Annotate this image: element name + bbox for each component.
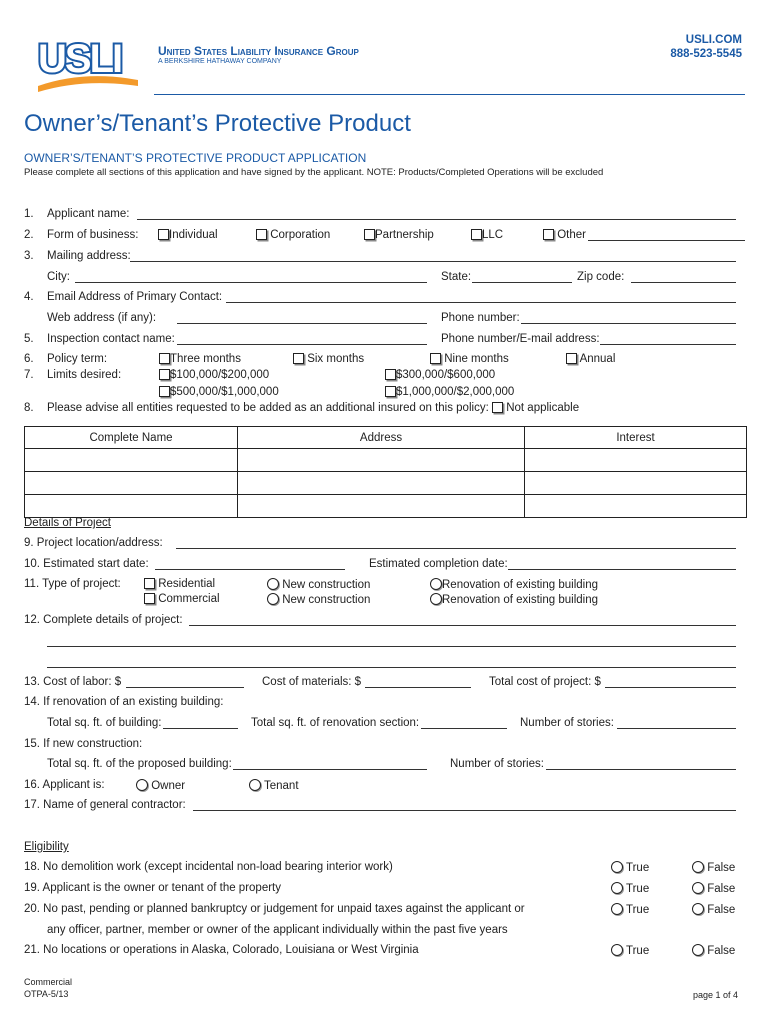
applicant-tenant[interactable]	[249, 779, 299, 792]
additional-insured-table	[24, 426, 747, 518]
option-label: False	[707, 883, 736, 895]
zip-label: Zip code:	[577, 271, 625, 283]
phone-field[interactable]	[521, 323, 736, 324]
table-cell[interactable]	[25, 495, 238, 518]
q21-true[interactable]	[611, 944, 649, 957]
project-details-field[interactable]	[47, 667, 736, 668]
company-subtitle: A BERKSHIRE HATHAWAY COMPANY	[158, 58, 282, 65]
limit-500k[interactable]	[159, 386, 279, 398]
radio-button[interactable]	[692, 861, 704, 873]
q8-number: 8.	[24, 402, 34, 414]
option-label: Renovation of existing building	[442, 579, 598, 591]
commercial-renovation[interactable]	[430, 593, 598, 606]
residential-new-construction[interactable]	[267, 578, 370, 591]
form-subtitle: OWNER’S/TENANT’S PROTECTIVE PRODUCT APPLICATION	[24, 151, 367, 165]
state-label: State:	[441, 271, 472, 283]
option-label: $300,000/$600,000	[396, 369, 496, 381]
option-label: Annual	[579, 353, 616, 365]
checkbox[interactable]	[385, 386, 396, 397]
option-label: False	[707, 862, 736, 874]
labor-cost-field[interactable]	[126, 687, 244, 688]
option-label: $500,000/$1,000,000	[170, 386, 279, 398]
not-applicable-option[interactable]	[492, 402, 579, 414]
radio-button[interactable]	[692, 882, 704, 894]
column-header: Address	[238, 427, 525, 449]
checkbox[interactable]	[159, 369, 170, 380]
q1-number: 1.	[24, 208, 34, 220]
radio-button[interactable]	[249, 779, 261, 791]
option-label: Renovation of existing building	[442, 594, 598, 606]
table-row	[25, 472, 747, 495]
email-field[interactable]	[226, 302, 736, 303]
q9-label: 9. Project location/address:	[24, 537, 163, 549]
table-cell[interactable]	[525, 449, 747, 472]
eligibility-q19: 19. Applicant is the owner or tenant of the property	[24, 882, 281, 894]
q1-label: Applicant name:	[47, 208, 130, 220]
svg-text:USLI: USLI	[38, 37, 122, 81]
option-llc[interactable]	[471, 229, 503, 241]
option-label: False	[707, 904, 736, 916]
q12-label: 12. Complete details of project:	[24, 614, 183, 626]
new-stories-label: Number of stories:	[450, 758, 544, 770]
table-cell[interactable]	[238, 449, 525, 472]
residential-renovation[interactable]	[430, 578, 598, 591]
option-label: Tenant	[264, 780, 299, 792]
radio-button[interactable]	[611, 861, 623, 873]
column-header: Complete Name	[25, 427, 238, 449]
option-corporation[interactable]	[256, 229, 330, 241]
phone-label: Phone number:	[441, 312, 520, 324]
project-section-heading: Details of Project	[24, 517, 111, 529]
option-label: Six months	[307, 353, 365, 365]
city-label: City:	[47, 271, 70, 283]
term-annual[interactable]	[566, 353, 615, 365]
table-row	[25, 495, 747, 518]
usli-logo	[34, 30, 142, 92]
inspection-contact-field[interactable]	[177, 344, 427, 345]
table-cell[interactable]	[238, 495, 525, 518]
option-label: $100,000/$200,000	[170, 369, 270, 381]
building-sqft-field[interactable]	[163, 728, 238, 729]
radio-button[interactable]	[267, 593, 279, 605]
website-link[interactable]: USLI.COM	[685, 34, 742, 46]
applicant-owner[interactable]	[136, 779, 185, 792]
radio-button[interactable]	[267, 578, 279, 590]
web-label: Web address (if any):	[47, 312, 157, 324]
limit-300k[interactable]	[385, 369, 495, 381]
option-label: True	[626, 945, 650, 957]
q20-false[interactable]	[692, 903, 735, 916]
radio-button[interactable]	[611, 882, 623, 894]
checkbox[interactable]	[159, 353, 170, 364]
column-header: Interest	[525, 427, 747, 449]
q10-label: 10. Estimated start date:	[24, 558, 149, 570]
option-label: $1,000,000/$2,000,000	[396, 386, 515, 398]
option-label: LLC	[482, 229, 504, 241]
company-name: United States Liability Insurance Group	[158, 44, 359, 58]
option-label: Three months	[170, 353, 241, 365]
state-field[interactable]	[472, 282, 572, 283]
mailing-address-field[interactable]	[130, 261, 736, 262]
type-commercial[interactable]	[144, 593, 220, 605]
renovation-sqft-field[interactable]	[421, 728, 507, 729]
total-cost-field[interactable]	[605, 687, 736, 688]
radio-button[interactable]	[430, 593, 442, 605]
q5-number: 5.	[24, 333, 34, 345]
page-title: Owner’s/Tenant’s Protective Product	[24, 110, 411, 137]
applicant-name-field[interactable]	[137, 219, 736, 220]
checkbox[interactable]	[543, 229, 554, 240]
checkbox[interactable]	[144, 578, 155, 589]
renovation-sqft-label: Total sq. ft. of renovation section:	[251, 717, 420, 729]
footer-form-code: OTPA-5/13	[24, 989, 69, 999]
table-cell[interactable]	[525, 495, 747, 518]
building-sqft-label: Total sq. ft. of building:	[47, 717, 162, 729]
term-six-months[interactable]	[293, 353, 364, 365]
checkbox[interactable]	[144, 593, 155, 604]
table-header-row	[25, 427, 747, 449]
limit-100k[interactable]	[159, 369, 269, 381]
option-label: Not applicable	[506, 402, 580, 414]
q8-label: Please advise all entities requested to be added as an additional insured on this policy:	[47, 402, 489, 414]
q18-true[interactable]	[611, 861, 649, 874]
checkbox[interactable]	[566, 353, 577, 364]
q20-true[interactable]	[611, 903, 649, 916]
commercial-new-construction[interactable]	[267, 593, 370, 606]
checkbox[interactable]	[492, 402, 503, 413]
header-divider	[154, 94, 745, 95]
table-cell[interactable]	[238, 472, 525, 495]
radio-button[interactable]	[430, 578, 442, 590]
q3-label: Mailing address:	[47, 250, 131, 262]
footer-category: Commercial	[24, 977, 73, 987]
phone-email-label: Phone number/E-mail address:	[441, 333, 600, 345]
option-label: Residential	[158, 578, 216, 590]
checkbox[interactable]	[293, 353, 304, 364]
option-other[interactable]	[543, 229, 586, 241]
limit-1m[interactable]	[385, 386, 514, 398]
checkbox[interactable]	[158, 229, 169, 240]
materials-cost-field[interactable]	[365, 687, 471, 688]
q13-labor-label: 13. Cost of labor: $	[24, 676, 122, 688]
q15-label: 15. If new construction:	[24, 738, 143, 750]
option-label: New construction	[282, 579, 371, 591]
new-stories-field[interactable]	[546, 769, 736, 770]
page-number: page 1 of 4	[692, 990, 738, 1000]
radio-button[interactable]	[692, 903, 704, 915]
eligibility-heading: Eligibility	[24, 841, 69, 853]
completion-date-field[interactable]	[508, 569, 736, 570]
city-field[interactable]	[75, 282, 427, 283]
option-label: True	[626, 883, 650, 895]
q2-number: 2.	[24, 229, 34, 241]
checkbox[interactable]	[364, 229, 375, 240]
q19-false[interactable]	[692, 882, 735, 895]
q18-false[interactable]	[692, 861, 735, 874]
checkbox[interactable]	[256, 229, 267, 240]
q2-label: Form of business:	[47, 229, 139, 241]
type-residential[interactable]	[144, 578, 215, 590]
project-details-field[interactable]	[189, 625, 736, 626]
option-label: Corporation	[270, 229, 331, 241]
checkbox[interactable]	[471, 229, 482, 240]
eligibility-q20: 20. No past, pending or planned bankruptcy or judgement for unpaid taxes against the applicant or	[24, 903, 525, 915]
q7-label: Limits desired:	[47, 369, 122, 381]
q6-number: 6.	[24, 353, 34, 365]
completion-date-label: Estimated completion date:	[369, 558, 508, 570]
q7-number: 7.	[24, 369, 34, 381]
option-label: True	[626, 862, 650, 874]
q5-label: Inspection contact name:	[47, 333, 175, 345]
option-individual[interactable]	[158, 229, 218, 241]
checkbox[interactable]	[430, 353, 441, 364]
q14-label: 14. If renovation of an existing building:	[24, 696, 224, 708]
phone-number: 888-523-5545	[670, 48, 742, 60]
table-cell[interactable]	[525, 472, 747, 495]
option-label: Commercial	[158, 593, 220, 605]
proposed-sqft-label: Total sq. ft. of the proposed building:	[47, 758, 232, 770]
form-instructions: Please complete all sections of this application and have signed by the applicant. NOTE: Products/Completed Operations will be excluded	[24, 167, 604, 178]
web-field[interactable]	[177, 323, 427, 324]
q17-label: 17. Name of general contractor:	[24, 799, 186, 811]
q19-true[interactable]	[611, 882, 649, 895]
project-details-field[interactable]	[47, 646, 736, 647]
option-label: Partnership	[375, 229, 434, 241]
option-label: True	[626, 904, 650, 916]
zip-field[interactable]	[631, 282, 736, 283]
total-cost-label: Total cost of project: $	[489, 676, 601, 688]
q21-false[interactable]	[692, 944, 735, 957]
checkbox[interactable]	[385, 369, 396, 380]
other-field[interactable]	[588, 240, 745, 241]
eligibility-q20-continued: any officer, partner, member or owner of the applicant individually within the past five years	[47, 924, 508, 936]
term-nine-months[interactable]	[430, 353, 509, 365]
q4-number: 4.	[24, 291, 34, 303]
logo-graphic	[34, 30, 142, 92]
q3-number: 3.	[24, 250, 34, 262]
q6-label: Policy term:	[47, 353, 108, 365]
eligibility-q21: 21. No locations or operations in Alaska, Colorado, Louisiana or West Virginia	[24, 944, 419, 956]
start-date-field[interactable]	[155, 569, 345, 570]
option-label: Owner	[151, 780, 186, 792]
project-location-field[interactable]	[176, 548, 736, 549]
term-three-months[interactable]	[159, 353, 241, 365]
proposed-sqft-field[interactable]	[233, 769, 427, 770]
option-label: New construction	[282, 594, 371, 606]
checkbox[interactable]	[159, 386, 170, 397]
stories-label: Number of stories:	[520, 717, 614, 729]
table-row	[25, 449, 747, 472]
option-label: Nine months	[444, 353, 509, 365]
radio-button[interactable]	[611, 944, 623, 956]
stories-field[interactable]	[617, 728, 736, 729]
q16-label: 16. Applicant is:	[24, 779, 105, 791]
phone-email-field[interactable]	[600, 344, 736, 345]
materials-label: Cost of materials: $	[262, 676, 362, 688]
option-label: Individual	[169, 229, 218, 241]
option-label: Other	[557, 229, 586, 241]
radio-button[interactable]	[611, 903, 623, 915]
eligibility-q18: 18. No demolition work (except incidental non-load bearing interior work)	[24, 861, 393, 873]
option-label: False	[707, 945, 736, 957]
radio-button[interactable]	[136, 779, 148, 791]
q4-label: Email Address of Primary Contact:	[47, 291, 223, 303]
table-cell[interactable]	[25, 449, 238, 472]
radio-button[interactable]	[692, 944, 704, 956]
general-contractor-field[interactable]	[193, 810, 736, 811]
table-cell[interactable]	[25, 472, 238, 495]
q11-label: 11. Type of project:	[24, 578, 121, 590]
option-partnership[interactable]	[364, 229, 434, 241]
